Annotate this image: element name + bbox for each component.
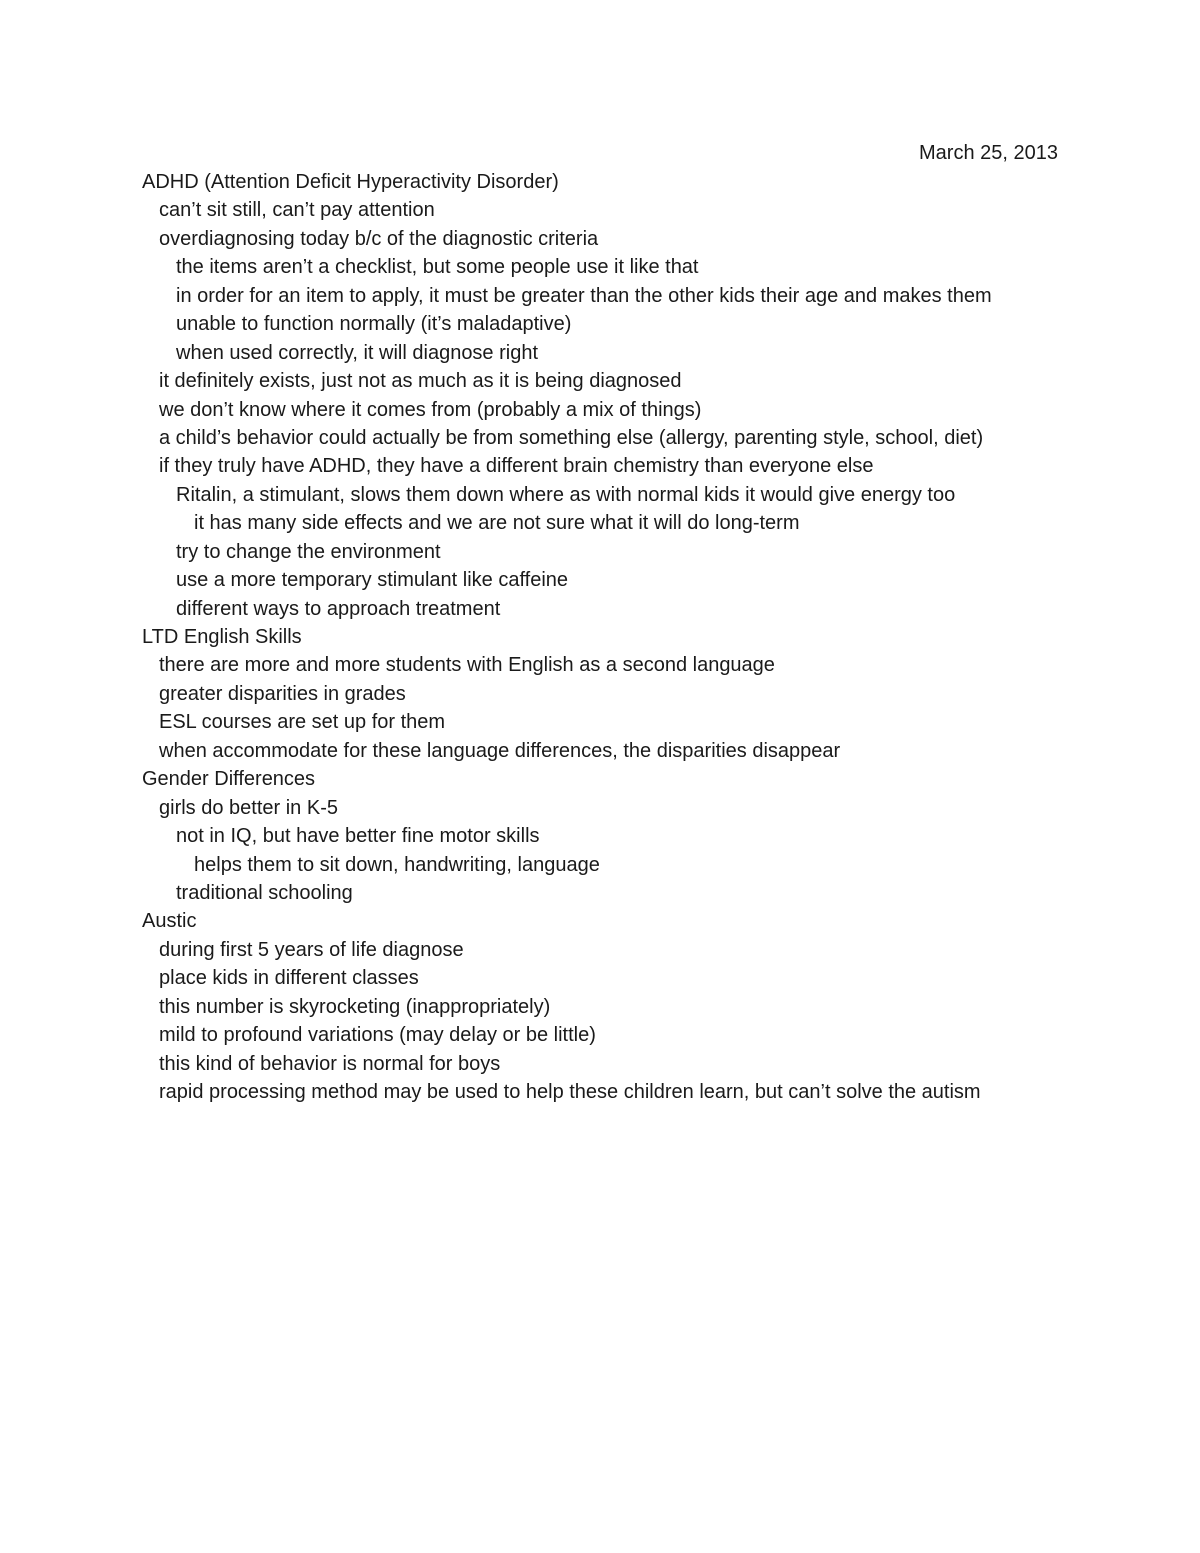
- outline-item: this kind of behavior is normal for boys: [159, 1052, 501, 1075]
- outline-item: a child’s behavior could actually be from something else (allergy, parenting style, school, diet): [159, 426, 984, 449]
- outline-heading: Austic: [142, 910, 197, 933]
- outline-item: rapid processing method may be used to help these children learn, but can’t solve the autism: [159, 1081, 981, 1103]
- outline-item: ESL courses are set up for them: [159, 711, 446, 734]
- outline-item: mild to profound variations (may delay or be little): [159, 1024, 596, 1047]
- outline-heading: ADHD (Attention Deficit Hyperactivity Disorder): [142, 171, 559, 193]
- outline-item: unable to function normally (it’s maladaptive): [176, 313, 572, 336]
- outline-item: if they truly have ADHD, they have a different brain chemistry than everyone else: [159, 455, 874, 478]
- note-date: March 25, 2013: [919, 142, 1058, 164]
- outline-heading: Gender Differences: [142, 768, 316, 791]
- outline-item: during first 5 years of life diagnose: [159, 938, 464, 961]
- outline-item: greater disparities in grades: [159, 682, 406, 705]
- outline-item: use a more temporary stimulant like caffeine: [176, 569, 569, 592]
- outline-heading: LTD English Skills: [142, 626, 302, 648]
- outline-item: can’t sit still, can’t pay attention: [159, 199, 435, 222]
- outline-item: in order for an item to apply, it must be greater than the other kids their age and makes them: [176, 284, 992, 307]
- outline-item: helps them to sit down, handwriting, language: [194, 853, 600, 876]
- outline-item: place kids in different classes: [159, 967, 419, 990]
- outline-item: it definitely exists, just not as much as it is being diagnosed: [159, 370, 682, 393]
- outline-item: overdiagnosing today b/c of the diagnostic criteria: [159, 227, 599, 250]
- outline-item: different ways to approach treatment: [176, 597, 501, 620]
- outline-item: it has many side effects and we are not sure what it will do long-term: [194, 512, 800, 535]
- outline-item: Ritalin, a stimulant, slows them down where as with normal kids it would give energy too: [176, 483, 956, 506]
- outline-item: try to change the environment: [176, 540, 441, 563]
- outline-item: girls do better in K-5: [159, 796, 338, 819]
- outline-item: not in IQ, but have better fine motor skills: [176, 825, 540, 848]
- outline-item: we don’t know where it comes from (probably a mix of things): [159, 398, 702, 421]
- outline-item: traditional schooling: [176, 881, 353, 904]
- outline-item: when accommodate for these language differences, the disparities disappear: [159, 739, 841, 762]
- outline-item: the items aren’t a checklist, but some people use it like that: [176, 256, 699, 279]
- outline-item: this number is skyrocketing (inappropriately): [159, 995, 551, 1018]
- outline-item: there are more and more students with English as a second language: [159, 654, 775, 677]
- notes-outline: [142, 168, 1082, 1106]
- outline-item: when used correctly, it will diagnose right: [176, 341, 539, 364]
